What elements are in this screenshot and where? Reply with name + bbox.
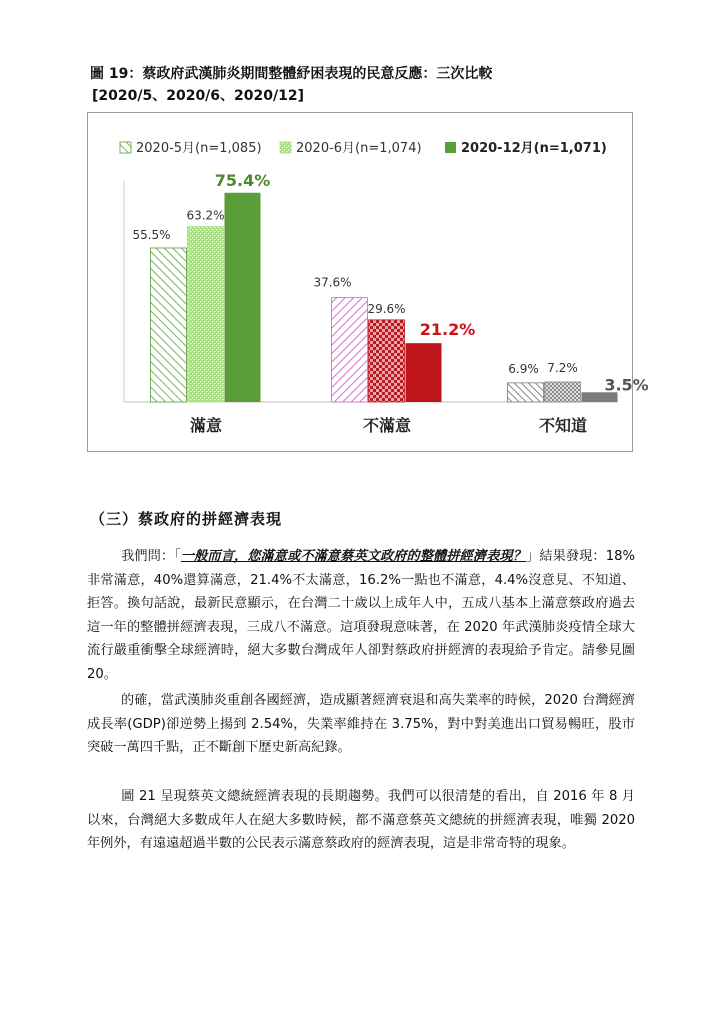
category-label-satisfied: 滿意	[189, 416, 223, 435]
category-label-dissatisfied: 不滿意	[362, 416, 412, 435]
survey-question: 一般而言，您滿意或不滿意蔡英文政府的整體拼經濟表現？	[180, 549, 527, 564]
data-label-satisfied-2: 63.2%	[186, 208, 225, 223]
legend-swatch-2	[280, 142, 291, 153]
paragraph-1	[87, 545, 635, 686]
p1-prefix: 我們問：「	[121, 549, 181, 564]
bar-chart	[88, 113, 649, 453]
data-label-unknown-3: 3.5%	[604, 375, 649, 395]
data-label-dissatisfied-3: 21.2%	[419, 320, 476, 340]
bar-satisfied-3	[225, 193, 261, 402]
chart-frame	[87, 112, 649, 452]
legend-item-1	[120, 141, 262, 156]
figure-caption	[90, 63, 492, 107]
bar-dissatisfied-3	[406, 343, 442, 402]
legend-label-1: 2020-5月(n=1,085)	[136, 141, 262, 156]
bar-unknown-2	[545, 382, 581, 402]
bar-dissatisfied-1	[332, 298, 368, 402]
figure-title: 圖 19：蔡政府武漢肺炎期間整體紓困表現的民意反應：三次比較	[90, 66, 493, 82]
data-label-dissatisfied-1: 37.6%	[313, 275, 352, 290]
bar-group	[132, 171, 648, 435]
legend-item-2	[280, 141, 422, 156]
p2-body: 的確，當武漢肺炎重創各國經濟，造成顯著經濟衰退和高失業率的時候，2020 台灣經濟成長率(GDP)卻逆勢上揚到 2.54%，失業率維持在 3.75%，對中對美進出口貿易暢旺，股市突破一萬四千點，正不斷創下歷史新高紀錄。	[87, 693, 635, 755]
data-label-satisfied-1: 55.5%	[132, 227, 171, 242]
section-heading: （三）蔡政府的拼經濟表現	[90, 510, 283, 528]
figure-subtitle: [2020/5、2020/6、2020/12]	[92, 88, 304, 104]
paragraph-3	[87, 785, 635, 856]
legend-item-3	[445, 141, 607, 156]
bar-satisfied-2	[188, 227, 224, 402]
legend-label-2: 2020-6月(n=1,074)	[296, 141, 422, 156]
data-label-dissatisfied-2: 29.6%	[367, 301, 406, 316]
data-label-unknown-2: 7.2%	[547, 361, 578, 376]
bar-satisfied-1	[151, 248, 187, 402]
p3-body: 圖 21 呈現蔡英文總統經濟表現的長期趨勢。我們可以很清楚的看出，自 2016 年 8 月以來，台灣絕大多數成年人在絕大多數時候，都不滿意蔡英文總統的拼經濟表現，唯獨 2020 年例外，有遠遠超過半數的公民表示滿意蔡政府的經濟表現，這是非常奇特的現象。	[87, 789, 635, 851]
legend-swatch-3	[445, 142, 456, 153]
category-label-unknown: 不知道	[538, 416, 588, 435]
data-label-satisfied-3: 75.4%	[214, 170, 271, 190]
bar-unknown-1	[508, 383, 544, 402]
paragraph-2	[87, 689, 635, 760]
chart-legend	[120, 141, 607, 156]
legend-label-3: 2020-12月(n=1,071)	[461, 141, 607, 156]
bar-dissatisfied-2	[369, 320, 405, 402]
legend-swatch-1	[120, 142, 131, 153]
p1-body: 」結果發現：18%非常滿意，40%還算滿意，21.4%不太滿意，16.2%一點也不滿意，4.4%沒意見、不知道、拒答。換句話說，最新民意顯示，在台灣二十歲以上成年人中，五成八基本上滿意蔡政府過去這一年的整體拼經濟表現，三成八不滿意。這項發現意味著，在 2020 年武漢肺炎疫情全球大流行嚴重衝擊全球經濟時，絕大多數台灣成年人卻對蔡政府拼經濟的表現給予肯定。請參見圖 20。	[87, 549, 636, 682]
data-label-unknown-1: 6.9%	[508, 361, 539, 376]
